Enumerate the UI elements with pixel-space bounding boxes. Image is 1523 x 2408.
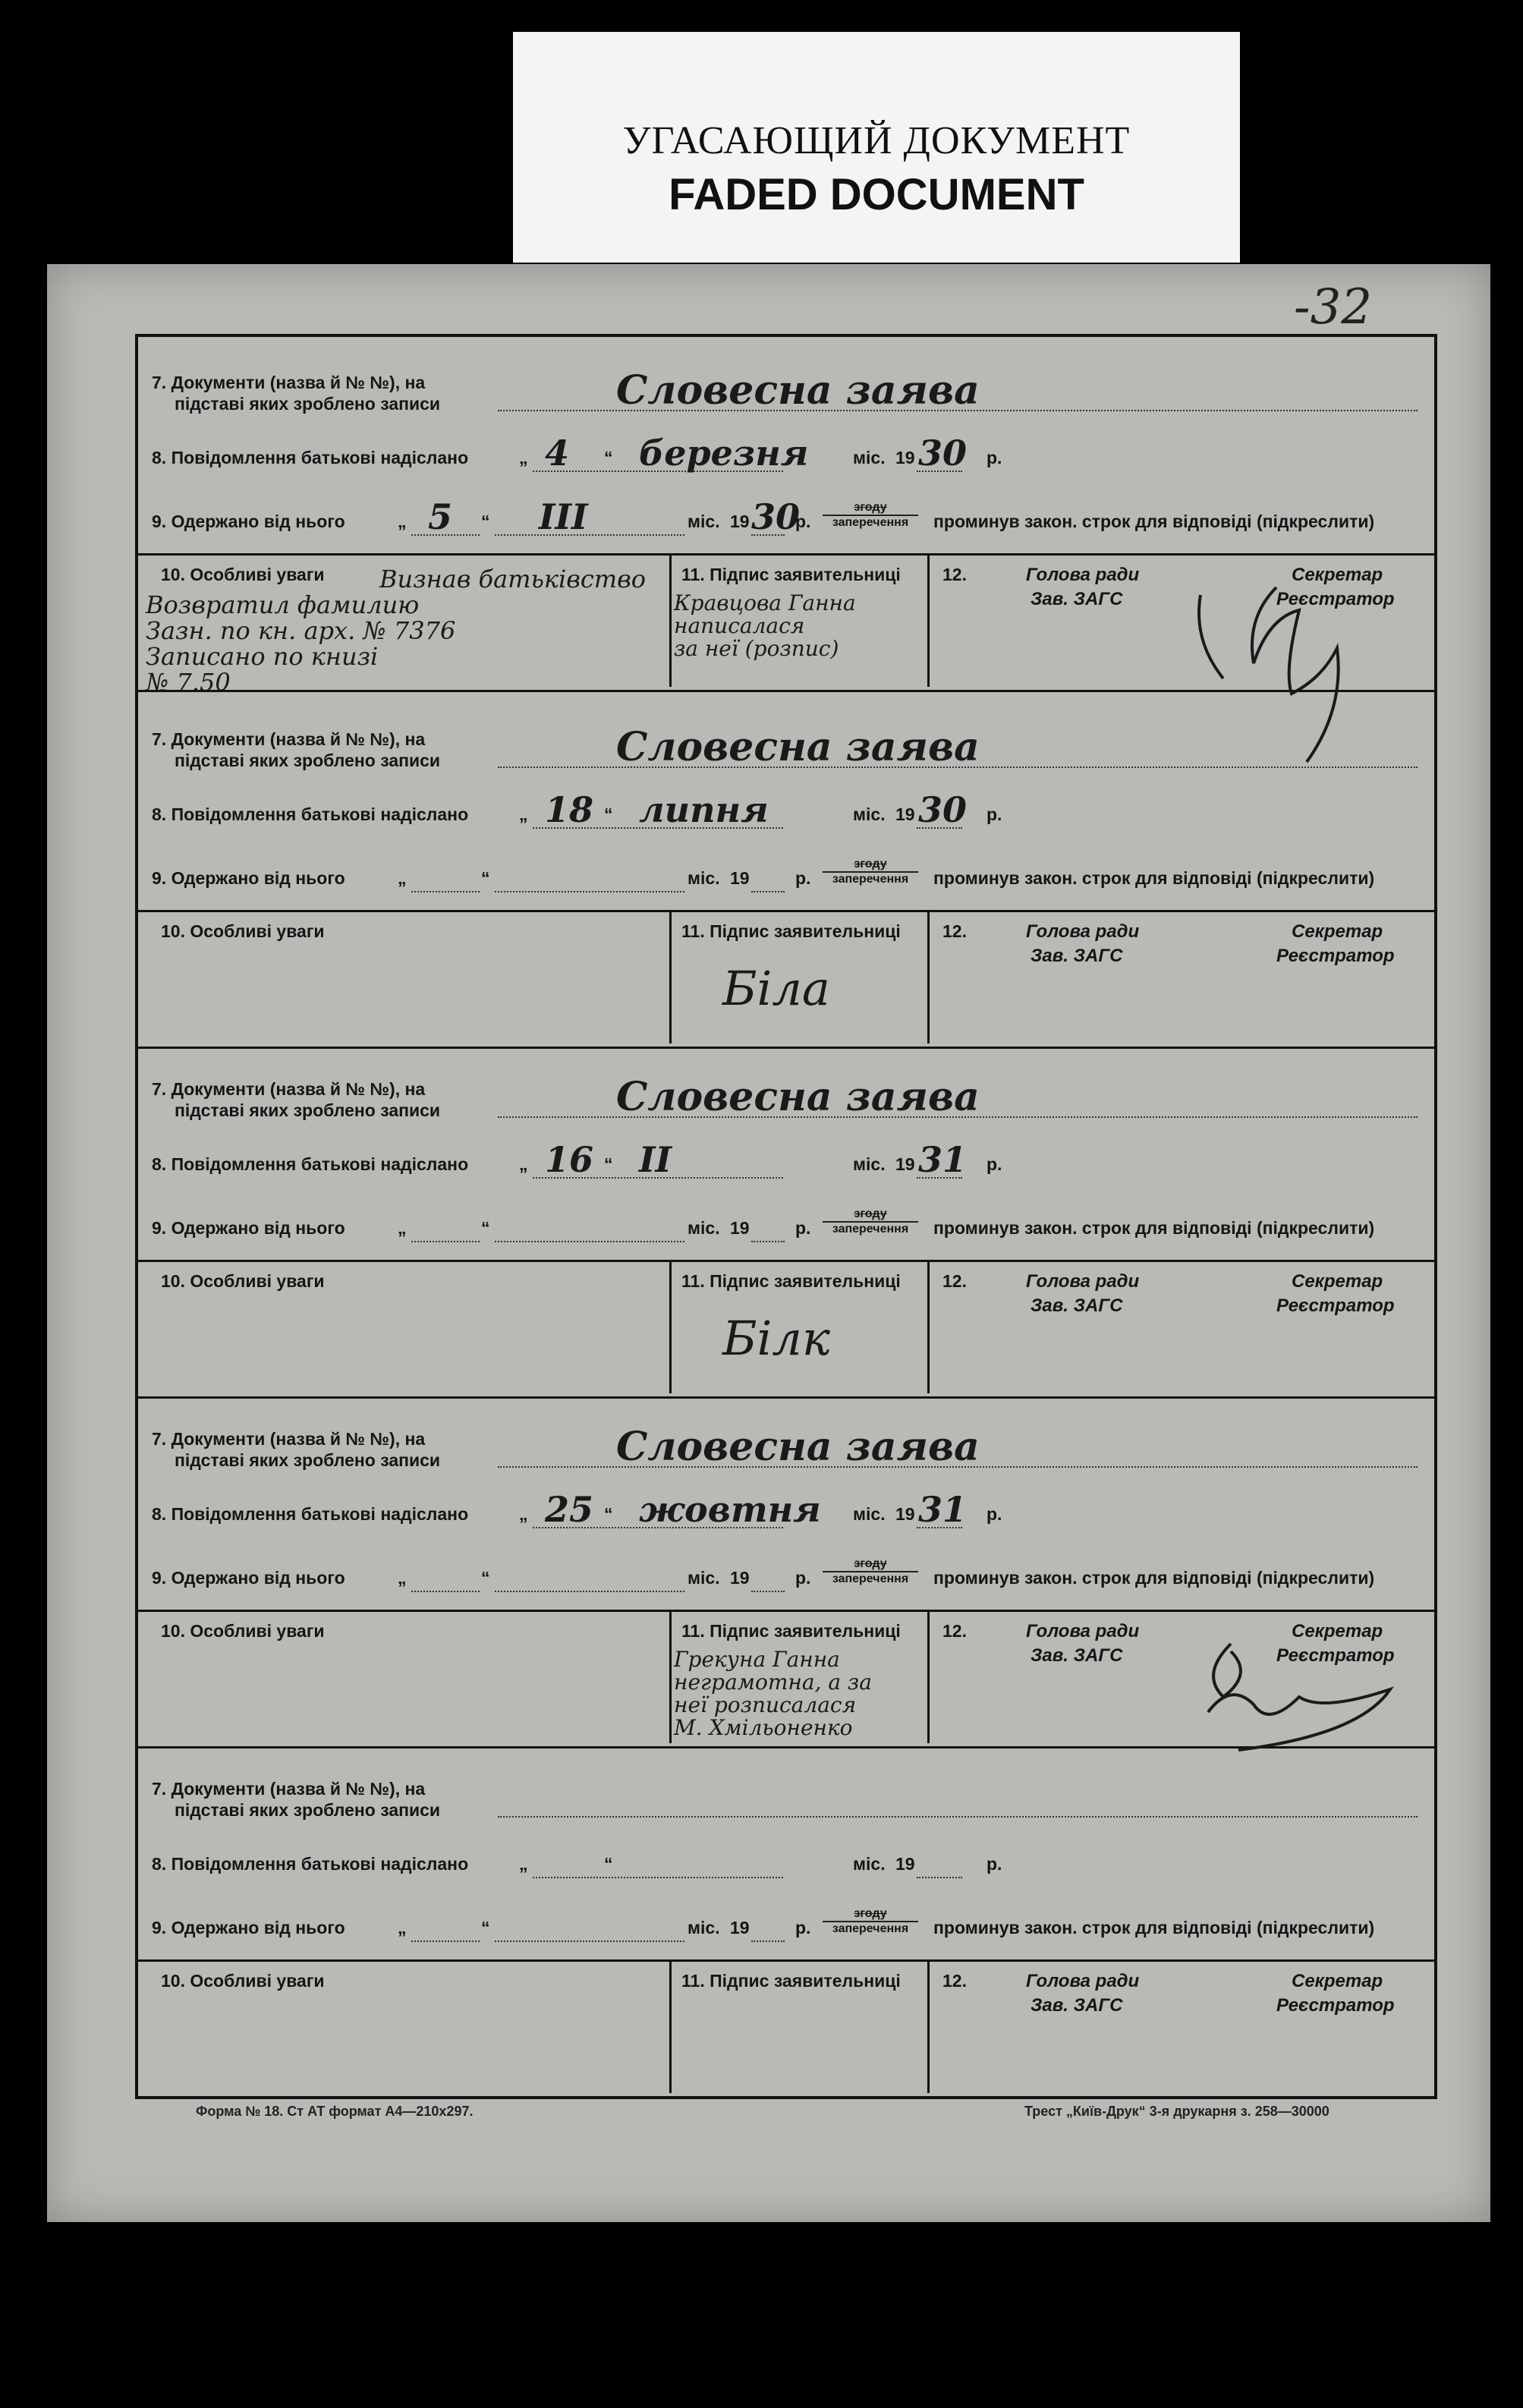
quote-close: “ bbox=[481, 1918, 490, 1937]
registrar-label: Реєстратор bbox=[1276, 946, 1395, 966]
quote-open: „ bbox=[519, 1154, 528, 1174]
year-suffix: р. bbox=[795, 512, 811, 531]
registrar-label: Реєстратор bbox=[1276, 1995, 1395, 2016]
faded-document-stamp bbox=[513, 32, 1240, 263]
applicant-signature-line: неграмотна, а за bbox=[674, 1670, 872, 1695]
month-label: міс. bbox=[688, 1568, 720, 1588]
field-12-label: 12. bbox=[942, 1271, 967, 1291]
stamp-title-en: FADED DOCUMENT bbox=[669, 170, 1084, 219]
quote-open: „ bbox=[398, 1918, 407, 1937]
received-day: 5 bbox=[428, 496, 453, 537]
year-prefix: 19 bbox=[730, 512, 750, 531]
secretary-label: Секретар bbox=[1292, 1621, 1383, 1642]
notice-day: 4 bbox=[545, 433, 570, 474]
agreement-objection: згоду заперечення bbox=[823, 1907, 918, 1936]
month-label: міс. bbox=[853, 804, 886, 824]
applicant-signature-line: Кравцова Ганна bbox=[674, 590, 856, 615]
agreement-objection: згоду заперечення bbox=[823, 501, 918, 530]
field-12-label: 12. bbox=[942, 921, 967, 941]
notice-month: жовтня bbox=[639, 1489, 821, 1530]
applicant-signature-label: 11. Підпис заявительниці bbox=[681, 1271, 901, 1291]
applicant-signature-line: М. Хмільоненко bbox=[674, 1715, 853, 1740]
field-12-label: 12. bbox=[942, 1621, 967, 1641]
applicant-signature-label: 11. Підпис заявительниці bbox=[681, 1971, 901, 1991]
secretary-label: Секретар bbox=[1292, 921, 1383, 942]
special-notes-label: 10. Особливі уваги bbox=[161, 1621, 325, 1641]
special-note-line: Записано по книзі bbox=[146, 642, 379, 671]
year-prefix: 19 bbox=[895, 448, 915, 467]
head-of-council-label: Голова ради bbox=[1026, 1621, 1140, 1642]
deadline-note: проминув закон. строк для відповіді (підкреслити) bbox=[933, 1568, 1375, 1588]
year-suffix: р. bbox=[795, 1218, 811, 1238]
special-note-line: Зазн. по кн. арх. № 7376 bbox=[146, 616, 456, 645]
secretary-label: Секретар bbox=[1292, 565, 1383, 585]
quote-close: “ bbox=[481, 512, 490, 531]
quote-open: „ bbox=[519, 448, 528, 467]
applicant-signature-line: Грекуна Ганна bbox=[674, 1647, 840, 1672]
received-year: 30 bbox=[751, 496, 801, 537]
secretary-label: Секретар bbox=[1292, 1971, 1383, 1991]
deadline-note: проминув закон. строк для відповіді (підкреслити) bbox=[933, 868, 1375, 888]
notice-year: 31 bbox=[918, 1489, 968, 1530]
year-prefix: 19 bbox=[895, 1504, 915, 1524]
special-notes-label: 10. Особливі уваги bbox=[161, 1271, 325, 1291]
archive-page-number: -32 bbox=[1294, 279, 1373, 335]
received-month: III bbox=[539, 496, 588, 537]
notice-month: березня bbox=[639, 433, 809, 474]
notice-day: 16 bbox=[545, 1139, 594, 1180]
month-label: міс. bbox=[688, 1918, 720, 1937]
secretary-label: Секретар bbox=[1292, 1271, 1383, 1292]
official-signature bbox=[138, 337, 1440, 2102]
notice-year: 30 bbox=[918, 433, 968, 474]
documents-label: 7. Документи (назва й № №), на підставі яких зроблено записи bbox=[152, 1079, 441, 1120]
month-label: міс. bbox=[688, 1218, 720, 1238]
zags-head-label: Зав. ЗАГС bbox=[1031, 1645, 1123, 1666]
notice-month: II bbox=[639, 1139, 672, 1180]
applicant-signature-label: 11. Підпис заявительниці bbox=[681, 1621, 901, 1641]
year-prefix: 19 bbox=[730, 1568, 750, 1588]
notice-label: 8. Повідомлення батькові надіслано bbox=[152, 1854, 469, 1874]
notice-day: 25 bbox=[545, 1489, 594, 1530]
documents-value: Словесна заява bbox=[616, 367, 980, 414]
quote-close: “ bbox=[604, 1504, 613, 1524]
agreement-objection: згоду заперечення bbox=[823, 858, 918, 886]
notice-year: 31 bbox=[918, 1139, 968, 1180]
year-prefix: 19 bbox=[895, 1854, 915, 1874]
quote-open: „ bbox=[398, 512, 407, 531]
agreement-objection: згоду заперечення bbox=[823, 1557, 918, 1586]
special-notes-label: 10. Особливі уваги bbox=[161, 565, 325, 584]
month-label: міс. bbox=[688, 868, 720, 888]
month-label: міс. bbox=[853, 448, 886, 467]
head-of-council-label: Голова ради bbox=[1026, 1971, 1140, 1991]
zags-head-label: Зав. ЗАГС bbox=[1031, 1295, 1123, 1316]
zags-head-label: Зав. ЗАГС bbox=[1031, 1995, 1123, 2016]
documents-label: 7. Документи (назва й № №), на підставі яких зроблено записи bbox=[152, 373, 441, 414]
documents-value: Словесна заява bbox=[616, 1424, 980, 1470]
year-suffix: р. bbox=[795, 1568, 811, 1588]
notice-year: 30 bbox=[918, 789, 968, 830]
notice-label: 8. Повідомлення батькові надіслано bbox=[152, 448, 469, 467]
documents-label: 7. Документи (назва й № №), на підставі яких зроблено записи bbox=[152, 1429, 441, 1470]
special-note-line: Возвратил фамилию bbox=[146, 590, 420, 619]
form-footer-right: Трест „Київ-Друк“ 3-я друкарня з. 258—30000 bbox=[1024, 2104, 1329, 2119]
quote-close: “ bbox=[604, 1854, 613, 1874]
special-notes-label: 10. Особливі уваги bbox=[161, 1971, 325, 1991]
quote-close: “ bbox=[481, 1218, 490, 1238]
documents-value: Словесна заява bbox=[616, 1074, 980, 1120]
year-prefix: 19 bbox=[730, 1218, 750, 1238]
deadline-note: проминув закон. строк для відповіді (підкреслити) bbox=[933, 512, 1375, 531]
applicant-signature-label: 11. Підпис заявительниці bbox=[681, 565, 901, 584]
field-12-label: 12. bbox=[942, 565, 967, 584]
quote-close: “ bbox=[481, 1568, 490, 1588]
applicant-signature-line: за неї (розпис) bbox=[674, 636, 839, 661]
month-label: міс. bbox=[853, 1154, 886, 1174]
received-label: 9. Одержано від нього bbox=[152, 1918, 345, 1937]
received-label: 9. Одержано від нього bbox=[152, 868, 345, 888]
head-of-council-label: Голова ради bbox=[1026, 1271, 1140, 1292]
quote-open: „ bbox=[519, 804, 528, 824]
zags-head-label: Зав. ЗАГС bbox=[1031, 589, 1123, 609]
quote-open: „ bbox=[519, 1504, 528, 1524]
year-suffix: р. bbox=[986, 448, 1002, 467]
month-label: міс. bbox=[688, 512, 720, 531]
year-suffix: р. bbox=[986, 1504, 1002, 1524]
quote-open: „ bbox=[398, 1218, 407, 1238]
special-notes-label: 10. Особливі уваги bbox=[161, 921, 325, 941]
received-label: 9. Одержано від нього bbox=[152, 1218, 345, 1238]
year-prefix: 19 bbox=[895, 1154, 915, 1174]
year-suffix: р. bbox=[986, 804, 1002, 824]
notice-day: 18 bbox=[545, 789, 594, 830]
notice-label: 8. Повідомлення батькові надіслано bbox=[152, 1504, 469, 1524]
special-note-line: Визнав батьківство bbox=[379, 565, 647, 593]
special-note-line: № 7.50 bbox=[146, 668, 231, 697]
head-of-council-label: Голова ради bbox=[1026, 565, 1140, 585]
field-12-label: 12. bbox=[942, 1971, 967, 1991]
record-table bbox=[135, 334, 1437, 2099]
year-prefix: 19 bbox=[730, 868, 750, 888]
year-suffix: р. bbox=[986, 1154, 1002, 1174]
notice-month: липня bbox=[639, 789, 769, 830]
deadline-note: проминув закон. строк для відповіді (підкреслити) bbox=[933, 1218, 1375, 1238]
documents-label: 7. Документи (назва й № №), на підставі яких зроблено записи bbox=[152, 1779, 441, 1820]
form-footer-left: Форма № 18. Ст АТ формат А4—210х297. bbox=[196, 2104, 474, 2119]
stamp-title-ru: УГАСАЮЩИЙ ДОКУМЕНТ bbox=[622, 119, 1131, 162]
agreement-objection: згоду заперечення bbox=[823, 1207, 918, 1236]
notice-label: 8. Повідомлення батькові надіслано bbox=[152, 804, 469, 824]
documents-label: 7. Документи (назва й № №), на підставі яких зроблено записи bbox=[152, 729, 441, 770]
received-label: 9. Одержано від нього bbox=[152, 1568, 345, 1588]
quote-close: “ bbox=[604, 448, 613, 467]
applicant-signature-line: Біла bbox=[722, 961, 830, 1016]
quote-open: „ bbox=[398, 1568, 407, 1588]
zags-head-label: Зав. ЗАГС bbox=[1031, 946, 1123, 966]
month-label: міс. bbox=[853, 1854, 886, 1874]
registrar-label: Реєстратор bbox=[1276, 1645, 1395, 1666]
quote-close: “ bbox=[481, 868, 490, 888]
quote-open: „ bbox=[398, 868, 407, 888]
year-prefix: 19 bbox=[895, 804, 915, 824]
applicant-signature-line: неї розписалася bbox=[674, 1692, 857, 1717]
documents-value: Словесна заява bbox=[616, 724, 980, 770]
applicant-signature-line: написалася bbox=[674, 613, 805, 638]
month-label: міс. bbox=[853, 1504, 886, 1524]
applicant-signature-label: 11. Підпис заявительниці bbox=[681, 921, 901, 941]
registrar-label: Реєстратор bbox=[1276, 1295, 1395, 1316]
registrar-label: Реєстратор bbox=[1276, 589, 1395, 609]
applicant-signature-line: Білк bbox=[722, 1311, 830, 1366]
quote-close: “ bbox=[604, 804, 613, 824]
quote-open: „ bbox=[519, 1854, 528, 1874]
year-suffix: р. bbox=[986, 1854, 1002, 1874]
deadline-note: проминув закон. строк для відповіді (підкреслити) bbox=[933, 1918, 1375, 1937]
year-suffix: р. bbox=[795, 868, 811, 888]
received-label: 9. Одержано від нього bbox=[152, 512, 345, 531]
year-prefix: 19 bbox=[730, 1918, 750, 1937]
notice-label: 8. Повідомлення батькові надіслано bbox=[152, 1154, 469, 1174]
head-of-council-label: Голова ради bbox=[1026, 921, 1140, 942]
year-suffix: р. bbox=[795, 1918, 811, 1937]
quote-close: “ bbox=[604, 1154, 613, 1174]
